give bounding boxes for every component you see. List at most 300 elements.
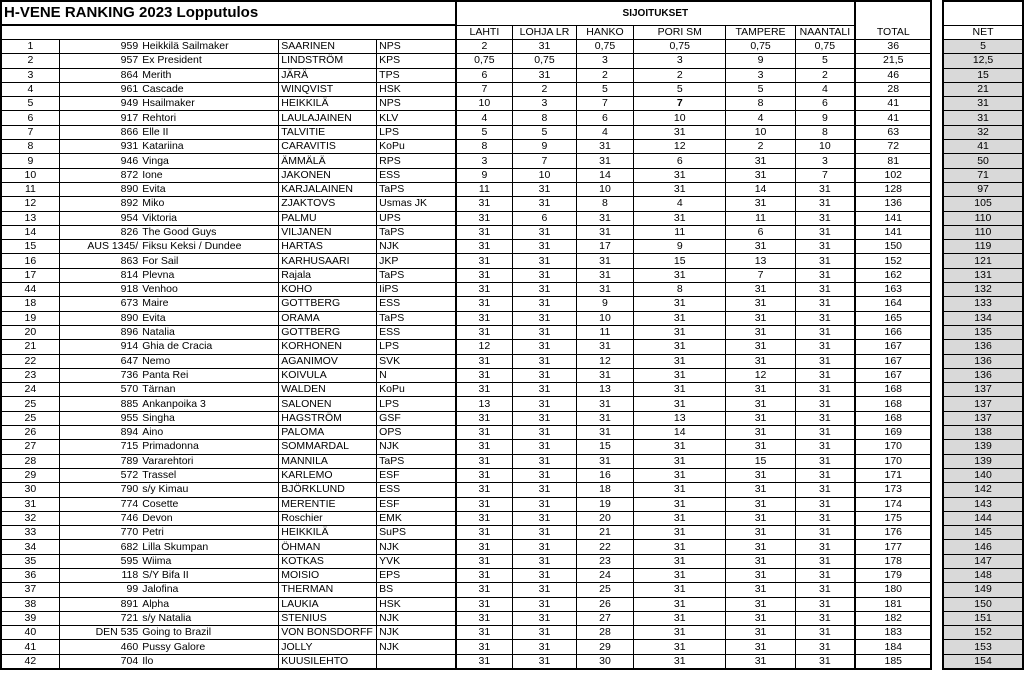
tampere-cell: 31 xyxy=(726,626,795,640)
lohja-cell: 8 xyxy=(513,111,577,125)
rank-cell: 20 xyxy=(1,325,59,339)
rank-cell: 29 xyxy=(1,468,59,482)
sail-number-cell: 673 xyxy=(59,297,140,311)
total-cell: 167 xyxy=(855,354,931,368)
lohja-cell: 10 xyxy=(513,168,577,182)
naantali-cell: 31 xyxy=(795,554,855,568)
boat-name-cell: Vararehtori xyxy=(140,454,279,468)
boat-name-cell: Primadonna xyxy=(140,440,279,454)
naantali-cell: 31 xyxy=(795,611,855,625)
rank-cell: 38 xyxy=(1,597,59,611)
sail-number-cell: 959 xyxy=(59,40,140,54)
boat-name-cell: Maire xyxy=(140,297,279,311)
rank-cell: 25 xyxy=(1,397,59,411)
club-cell: TaPS xyxy=(377,225,456,239)
total-cell: 72 xyxy=(855,140,931,154)
lahti-cell: 31 xyxy=(456,254,513,268)
boat-name-cell: For Sail xyxy=(140,254,279,268)
total-cell: 28 xyxy=(855,82,931,96)
tampere-cell: 31 xyxy=(726,468,795,482)
skipper-cell: MANNILA xyxy=(279,454,377,468)
hanko-cell: 0,75 xyxy=(576,40,633,54)
lahti-cell: 10 xyxy=(456,97,513,111)
boat-name-cell: s/y Kimau xyxy=(140,483,279,497)
skipper-cell: PALOMA xyxy=(279,426,377,440)
lahti-cell: 4 xyxy=(456,111,513,125)
tampere-cell: 31 xyxy=(726,397,795,411)
table-row xyxy=(1,297,1023,311)
lohja-cell: 31 xyxy=(513,468,577,482)
boat-name-cell: Going to Brazil xyxy=(140,626,279,640)
pori-cell: 12 xyxy=(634,140,726,154)
sail-number-cell: 789 xyxy=(59,454,140,468)
group-header-sijoitukset: SIJOITUKSET xyxy=(456,1,855,25)
boat-name-cell: Katariina xyxy=(140,140,279,154)
lohja-cell: 31 xyxy=(513,426,577,440)
boat-name-cell: Nemo xyxy=(140,354,279,368)
tampere-cell: 10 xyxy=(726,125,795,139)
table-row xyxy=(1,111,1023,125)
naantali-cell: 31 xyxy=(795,454,855,468)
sail-number-cell: 715 xyxy=(59,440,140,454)
boat-name-cell: Ex President xyxy=(140,54,279,68)
sail-number-cell: AUS 1345/ xyxy=(59,240,140,254)
total-cell: 163 xyxy=(855,283,931,297)
rank-cell: 44 xyxy=(1,283,59,297)
skipper-cell: CARAVITIS xyxy=(279,140,377,154)
table-row xyxy=(1,82,1023,96)
skipper-cell: KORHONEN xyxy=(279,340,377,354)
lohja-cell: 31 xyxy=(513,611,577,625)
sail-number-cell: 892 xyxy=(59,197,140,211)
hanko-cell: 7 xyxy=(576,97,633,111)
club-cell: UPS xyxy=(377,211,456,225)
club-cell: Usmas JK xyxy=(377,197,456,211)
table-row xyxy=(1,368,1023,382)
skipper-cell: LAUKIA xyxy=(279,597,377,611)
club-cell: TaPS xyxy=(377,311,456,325)
pori-cell: 31 xyxy=(634,511,726,525)
lohja-cell: 31 xyxy=(513,297,577,311)
tampere-cell: 31 xyxy=(726,511,795,525)
boat-name-cell: Aino xyxy=(140,426,279,440)
lohja-cell: 31 xyxy=(513,654,577,669)
naantali-cell: 9 xyxy=(795,111,855,125)
rank-cell: 10 xyxy=(1,168,59,182)
hanko-cell: 20 xyxy=(576,511,633,525)
skipper-cell: TALVITIE xyxy=(279,125,377,139)
skipper-cell: SALONEN xyxy=(279,397,377,411)
lohja-cell: 31 xyxy=(513,640,577,654)
total-cell: 177 xyxy=(855,540,931,554)
skipper-cell: LAULAJAINEN xyxy=(279,111,377,125)
naantali-cell: 31 xyxy=(795,583,855,597)
lohja-cell: 31 xyxy=(513,240,577,254)
naantali-cell: 31 xyxy=(795,468,855,482)
total-cell: 181 xyxy=(855,597,931,611)
tampere-cell: 7 xyxy=(726,268,795,282)
rank-cell: 6 xyxy=(1,111,59,125)
table-row xyxy=(1,225,1023,239)
boat-name-cell: Viktoria xyxy=(140,211,279,225)
club-cell: TPS xyxy=(377,68,456,82)
boat-name-cell: Cascade xyxy=(140,82,279,96)
naantali-cell: 5 xyxy=(795,54,855,68)
skipper-cell: Rajala xyxy=(279,268,377,282)
club-cell: NJK xyxy=(377,240,456,254)
pori-cell: 10 xyxy=(634,111,726,125)
sail-number-cell: 918 xyxy=(59,283,140,297)
net-cell: 15 xyxy=(943,68,1023,82)
naantali-cell: 31 xyxy=(795,411,855,425)
club-cell: IiPS xyxy=(377,283,456,297)
club-cell: LPS xyxy=(377,340,456,354)
lohja-cell: 31 xyxy=(513,540,577,554)
total-cell: 166 xyxy=(855,325,931,339)
rank-cell: 18 xyxy=(1,297,59,311)
sail-number-cell: 99 xyxy=(59,583,140,597)
lohja-cell: 31 xyxy=(513,340,577,354)
lohja-cell: 31 xyxy=(513,440,577,454)
total-cell: 169 xyxy=(855,426,931,440)
net-cell: 110 xyxy=(943,211,1023,225)
pori-cell: 6 xyxy=(634,154,726,168)
lahti-cell: 31 xyxy=(456,197,513,211)
pori-cell: 31 xyxy=(634,168,726,182)
sail-number-cell: 890 xyxy=(59,311,140,325)
naantali-cell: 31 xyxy=(795,568,855,582)
tampere-cell: 11 xyxy=(726,211,795,225)
rank-cell: 25 xyxy=(1,411,59,425)
rank-cell: 5 xyxy=(1,97,59,111)
sail-number-cell: 896 xyxy=(59,325,140,339)
tampere-cell: 31 xyxy=(726,640,795,654)
club-cell: TaPS xyxy=(377,454,456,468)
tampere-cell: 31 xyxy=(726,383,795,397)
club-cell: ESF xyxy=(377,497,456,511)
table-row xyxy=(1,483,1023,497)
boat-name-cell: Alpha xyxy=(140,597,279,611)
hanko-cell: 31 xyxy=(576,140,633,154)
net-cell: 145 xyxy=(943,526,1023,540)
sail-number-cell: 894 xyxy=(59,426,140,440)
naantali-cell: 31 xyxy=(795,354,855,368)
lahti-cell: 31 xyxy=(456,554,513,568)
pori-cell: 31 xyxy=(634,583,726,597)
table-row xyxy=(1,154,1023,168)
table-row xyxy=(1,497,1023,511)
rank-cell: 14 xyxy=(1,225,59,239)
total-cell: 178 xyxy=(855,554,931,568)
rank-cell: 9 xyxy=(1,154,59,168)
lohja-cell: 31 xyxy=(513,68,577,82)
sail-number-cell: 917 xyxy=(59,111,140,125)
boat-name-cell: Hsailmaker xyxy=(140,97,279,111)
naantali-cell: 31 xyxy=(795,325,855,339)
skipper-cell: ORAMA xyxy=(279,311,377,325)
total-cell: 136 xyxy=(855,197,931,211)
pori-cell: 9 xyxy=(634,240,726,254)
lohja-cell: 31 xyxy=(513,626,577,640)
lahti-cell: 31 xyxy=(456,383,513,397)
total-cell: 36 xyxy=(855,40,931,54)
sail-number-cell: 736 xyxy=(59,368,140,382)
total-cell: 184 xyxy=(855,640,931,654)
pori-cell: 31 xyxy=(634,640,726,654)
boat-name-cell: Petri xyxy=(140,526,279,540)
lohja-cell: 31 xyxy=(513,583,577,597)
tampere-cell: 31 xyxy=(726,583,795,597)
sail-number-cell: 460 xyxy=(59,640,140,654)
lohja-cell: 6 xyxy=(513,211,577,225)
boat-name-cell: Pussy Galore xyxy=(140,640,279,654)
club-cell: KLV xyxy=(377,111,456,125)
rank-cell: 15 xyxy=(1,240,59,254)
table-row xyxy=(1,511,1023,525)
ranking-rows xyxy=(1,40,1023,670)
net-cell: 71 xyxy=(943,168,1023,182)
skipper-cell: LINDSTRÖM xyxy=(279,54,377,68)
rank-cell: 37 xyxy=(1,583,59,597)
naantali-cell: 8 xyxy=(795,125,855,139)
naantali-cell: 31 xyxy=(795,225,855,239)
lohja-cell: 31 xyxy=(513,182,577,196)
tampere-cell: 5 xyxy=(726,82,795,96)
lohja-cell: 0,75 xyxy=(513,54,577,68)
sail-number-cell: 682 xyxy=(59,540,140,554)
total-cell: 170 xyxy=(855,454,931,468)
hanko-cell: 29 xyxy=(576,640,633,654)
rank-cell: 28 xyxy=(1,454,59,468)
naantali-cell: 31 xyxy=(795,211,855,225)
hanko-cell: 11 xyxy=(576,325,633,339)
lahti-cell: 31 xyxy=(456,440,513,454)
table-row xyxy=(1,383,1023,397)
skipper-cell: JOLLY xyxy=(279,640,377,654)
sail-number-cell: 914 xyxy=(59,340,140,354)
hanko-cell: 31 xyxy=(576,397,633,411)
tampere-cell: 31 xyxy=(726,311,795,325)
boat-name-cell: Fiksu Keksi / Dundee xyxy=(140,240,279,254)
club-cell: EMK xyxy=(377,511,456,525)
table-row xyxy=(1,468,1023,482)
table-row xyxy=(1,540,1023,554)
pori-cell: 31 xyxy=(634,354,726,368)
table-row xyxy=(1,440,1023,454)
net-cell: 144 xyxy=(943,511,1023,525)
net-cell: 150 xyxy=(943,597,1023,611)
lahti-cell: 31 xyxy=(456,540,513,554)
skipper-cell: WINQVIST xyxy=(279,82,377,96)
table-row xyxy=(1,340,1023,354)
hanko-cell: 31 xyxy=(576,225,633,239)
total-cell: 150 xyxy=(855,240,931,254)
club-cell: GSF xyxy=(377,411,456,425)
hanko-cell: 25 xyxy=(576,583,633,597)
skipper-cell: ZJAKTOVS xyxy=(279,197,377,211)
lohja-cell: 31 xyxy=(513,497,577,511)
sail-number-cell: 931 xyxy=(59,140,140,154)
naantali-cell: 31 xyxy=(795,240,855,254)
table-row xyxy=(1,254,1023,268)
rank-cell: 3 xyxy=(1,68,59,82)
table-row xyxy=(1,626,1023,640)
rank-cell: 42 xyxy=(1,654,59,669)
skipper-cell: KOHO xyxy=(279,283,377,297)
naantali-cell: 31 xyxy=(795,426,855,440)
rank-cell: 19 xyxy=(1,311,59,325)
club-cell: YVK xyxy=(377,554,456,568)
naantali-cell: 31 xyxy=(795,297,855,311)
net-cell: 139 xyxy=(943,440,1023,454)
rank-cell: 13 xyxy=(1,211,59,225)
lahti-cell: 2 xyxy=(456,40,513,54)
lohja-cell: 31 xyxy=(513,325,577,339)
boat-name-cell: Ankanpoika 3 xyxy=(140,397,279,411)
naantali-cell: 31 xyxy=(795,626,855,640)
total-cell: 81 xyxy=(855,154,931,168)
skipper-cell: HARTAS xyxy=(279,240,377,254)
pori-cell: 7 xyxy=(634,97,726,111)
rank-cell: 39 xyxy=(1,611,59,625)
total-cell: 176 xyxy=(855,526,931,540)
tampere-cell: 31 xyxy=(726,426,795,440)
naantali-cell: 10 xyxy=(795,140,855,154)
boat-name-cell: Wiima xyxy=(140,554,279,568)
lahti-cell: 31 xyxy=(456,468,513,482)
sail-number-cell: 946 xyxy=(59,154,140,168)
boat-name-cell: Venhoo xyxy=(140,283,279,297)
net-header-spacer xyxy=(943,1,1023,25)
boat-name-cell: Jalofina xyxy=(140,583,279,597)
total-cell: 152 xyxy=(855,254,931,268)
total-cell: 164 xyxy=(855,297,931,311)
net-cell: 136 xyxy=(943,354,1023,368)
tampere-cell: 31 xyxy=(726,597,795,611)
hanko-cell: 19 xyxy=(576,497,633,511)
club-cell: NJK xyxy=(377,640,456,654)
lohja-cell: 31 xyxy=(513,311,577,325)
net-cell: 133 xyxy=(943,297,1023,311)
net-cell: 151 xyxy=(943,611,1023,625)
skipper-cell: SOMMARDAL xyxy=(279,440,377,454)
rank-cell: 1 xyxy=(1,40,59,54)
lahti-cell: 11 xyxy=(456,182,513,196)
lohja-cell: 3 xyxy=(513,97,577,111)
lahti-cell: 31 xyxy=(456,611,513,625)
sail-number-cell: 864 xyxy=(59,68,140,82)
skipper-cell: BJÖRKLUND xyxy=(279,483,377,497)
naantali-cell: 0,75 xyxy=(795,40,855,54)
hanko-cell: 31 xyxy=(576,254,633,268)
hanko-cell: 26 xyxy=(576,597,633,611)
club-cell: ESS xyxy=(377,483,456,497)
lohja-cell: 31 xyxy=(513,283,577,297)
pori-cell: 14 xyxy=(634,426,726,440)
table-row xyxy=(1,654,1023,669)
club-cell: SuPS xyxy=(377,526,456,540)
table-row xyxy=(1,311,1023,325)
total-cell: 173 xyxy=(855,483,931,497)
col-header-lahti: LAHTI xyxy=(456,25,513,40)
pori-cell: 2 xyxy=(634,68,726,82)
col-header-hanko: HANKO xyxy=(576,25,633,40)
net-cell: 21 xyxy=(943,82,1023,96)
lahti-cell: 31 xyxy=(456,640,513,654)
net-cell: 138 xyxy=(943,426,1023,440)
tampere-cell: 31 xyxy=(726,354,795,368)
pori-cell: 31 xyxy=(634,311,726,325)
hanko-cell: 3 xyxy=(576,54,633,68)
lahti-cell: 31 xyxy=(456,283,513,297)
net-cell: 152 xyxy=(943,626,1023,640)
tampere-cell: 31 xyxy=(726,497,795,511)
lohja-cell: 31 xyxy=(513,254,577,268)
pori-cell: 31 xyxy=(634,182,726,196)
sail-number-cell: 118 xyxy=(59,568,140,582)
club-cell: BS xyxy=(377,583,456,597)
hanko-cell: 31 xyxy=(576,454,633,468)
pori-cell: 31 xyxy=(634,526,726,540)
club-cell: NPS xyxy=(377,97,456,111)
pori-cell: 8 xyxy=(634,283,726,297)
rank-cell: 8 xyxy=(1,140,59,154)
boat-name-cell: Vinga xyxy=(140,154,279,168)
rank-cell: 2 xyxy=(1,54,59,68)
lohja-cell: 31 xyxy=(513,554,577,568)
pori-cell: 15 xyxy=(634,254,726,268)
net-cell: 136 xyxy=(943,340,1023,354)
lohja-cell: 31 xyxy=(513,368,577,382)
lahti-cell: 8 xyxy=(456,140,513,154)
lahti-cell: 31 xyxy=(456,411,513,425)
table-row xyxy=(1,125,1023,139)
rank-cell: 41 xyxy=(1,640,59,654)
net-cell: 154 xyxy=(943,654,1023,669)
boat-name-cell: Ilo xyxy=(140,654,279,669)
tampere-cell: 31 xyxy=(726,340,795,354)
lohja-cell: 2 xyxy=(513,82,577,96)
table-row xyxy=(1,197,1023,211)
boat-name-cell: Singha xyxy=(140,411,279,425)
rank-cell: 33 xyxy=(1,526,59,540)
naantali-cell: 31 xyxy=(795,597,855,611)
pori-cell: 31 xyxy=(634,626,726,640)
col-header-tampere: TAMPERE xyxy=(726,25,795,40)
pori-cell: 13 xyxy=(634,411,726,425)
lahti-cell: 31 xyxy=(456,426,513,440)
pori-cell: 31 xyxy=(634,340,726,354)
total-cell: 41 xyxy=(855,97,931,111)
table-row xyxy=(1,583,1023,597)
naantali-cell: 31 xyxy=(795,511,855,525)
col-header-naantali: NAANTALI xyxy=(795,25,855,40)
sail-number-cell: 814 xyxy=(59,268,140,282)
pori-cell: 31 xyxy=(634,554,726,568)
skipper-cell: VILJANEN xyxy=(279,225,377,239)
sail-number-cell: 863 xyxy=(59,254,140,268)
rank-cell: 12 xyxy=(1,197,59,211)
sail-number-cell: 647 xyxy=(59,354,140,368)
hanko-cell: 31 xyxy=(576,368,633,382)
naantali-cell: 31 xyxy=(795,440,855,454)
net-cell: 134 xyxy=(943,311,1023,325)
rank-cell: 16 xyxy=(1,254,59,268)
tampere-cell: 9 xyxy=(726,54,795,68)
pori-cell: 0,75 xyxy=(634,40,726,54)
boat-name-cell: Cosette xyxy=(140,497,279,511)
total-cell: 175 xyxy=(855,511,931,525)
